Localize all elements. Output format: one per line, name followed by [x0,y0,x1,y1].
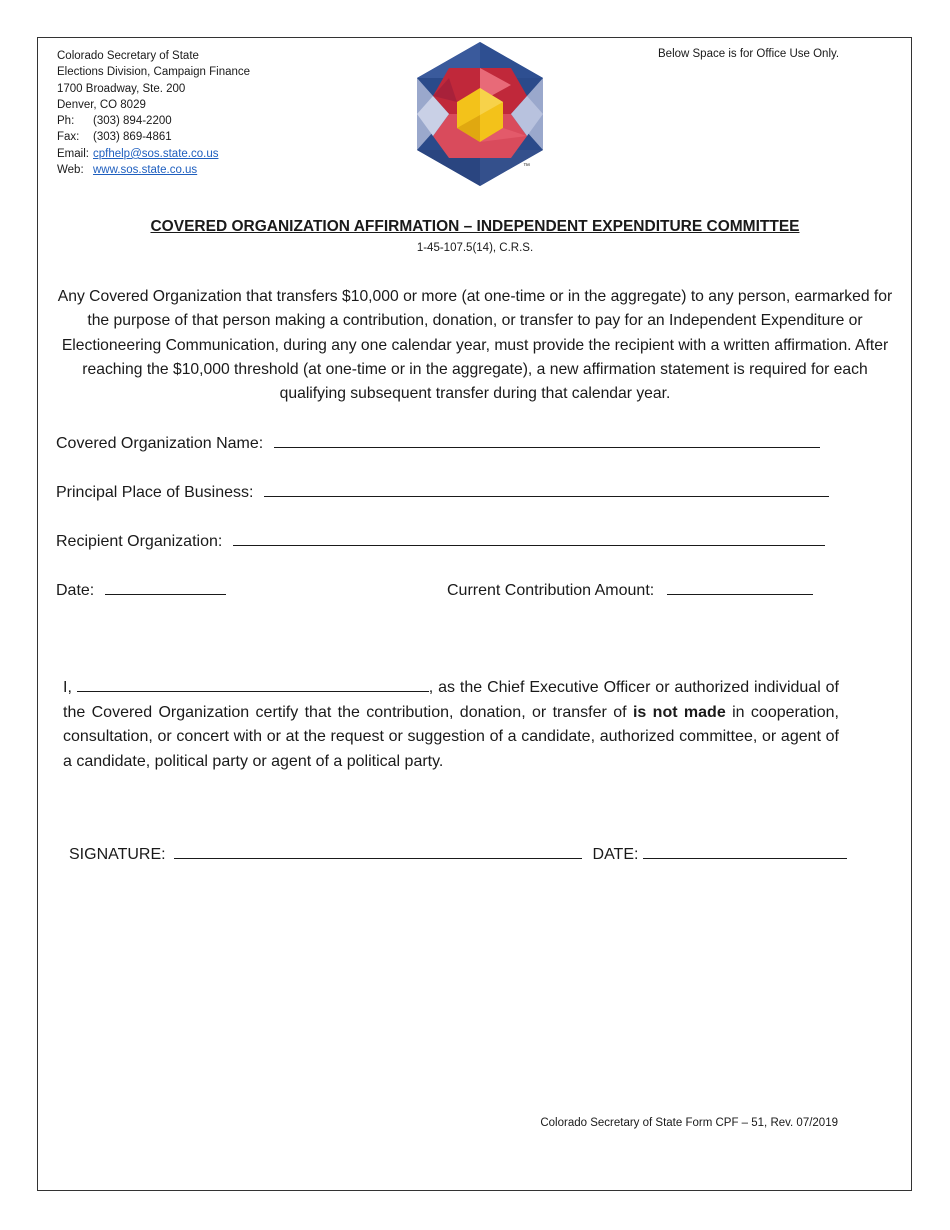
fax-label: Fax: [57,131,80,144]
signature-row [69,843,847,864]
fax-value: (303) 869-4861 [93,131,172,144]
org-name-input[interactable] [274,432,820,448]
recipient-input[interactable] [233,530,825,546]
page-border [37,37,912,1191]
cert-middle: , as the Chief Executive Officer or authorized individual of the Covered Organization certify that the contribution, donation, or transfer of [63,679,840,721]
form-footer: Colorado Secretary of State Form CPF – 51, Rev. 07/2019 [540,1117,838,1129]
email-row [57,146,250,162]
cert-prefix: I, [63,679,72,696]
amount-input[interactable] [667,579,813,595]
web-row [57,162,250,178]
date-input[interactable] [105,579,226,595]
statute-citation: 1-45-107.5(14), C.R.S. [416,242,534,254]
email-link[interactable]: cpfhelp@sos.state.co.us [93,147,219,160]
contact-block [57,48,250,178]
signature-label: SIGNATURE: [69,846,166,863]
recipient-row [56,530,825,551]
contact-line: Colorado Secretary of State [57,50,199,62]
date-label: Date: [56,582,95,599]
contact-line: Elections Division, Campaign Finance [57,66,251,79]
phone-label: Ph: [57,115,75,128]
amount-label: Current Contribution Amount: [447,582,655,599]
date-row [56,579,226,600]
certification-paragraph [63,676,839,774]
phone-row [57,113,250,129]
trademark-mark: ™ [523,163,530,170]
phone-value: (303) 894-2200 [93,115,172,128]
fax-row [57,129,250,145]
signature-input[interactable] [174,843,582,859]
principal-place-row [56,481,829,502]
web-link[interactable]: www.sos.state.co.us [93,164,198,177]
contact-line: Denver, CO 8029 [57,98,146,111]
org-name-label: Covered Organization Name: [56,435,264,452]
email-label: Email: [57,147,89,160]
office-use-note: Below Space is for Office Use Only. [658,48,840,60]
signature-date-label: DATE: [592,846,639,863]
cert-suffix: in cooperation, consultation, or concert with or at the request or suggestion of a candidate, authorized committee, or agent of a candidate, political party or agent of a political party. [63,703,839,770]
recipient-label: Recipient Organization: [56,533,223,550]
form-title: COVERED ORGANIZATION AFFIRMATION – INDEPENDENT EXPENDITURE COMMITTEE [150,218,800,235]
org-name-row [56,432,820,453]
colorado-logo [415,40,545,188]
principal-place-input[interactable] [264,481,829,497]
principal-place-label: Principal Place of Business: [56,484,254,501]
amount-row [447,579,813,600]
signature-date-input[interactable] [643,843,847,859]
intro-paragraph: Any Covered Organization that transfers $10,000 or more (at one-time or in the aggregate) to any person, earmarked for the purpose of that person making a contribution, donation, or transfer to pay for an Independent Expenditure or Electioneering Communication, during any one calendar year, must provide the recipient with a written affirmation. After reaching the $10,000 threshold (at one-time or in the aggregate), a new affirmation statement is required for each qualifying subsequent transfer during that calendar year. [57,288,893,403]
contact-line: 1700 Broadway, Ste. 200 [57,82,186,95]
cert-bold: is not made [632,703,726,721]
web-label: Web: [57,164,84,177]
cert-name-input[interactable] [77,676,429,692]
